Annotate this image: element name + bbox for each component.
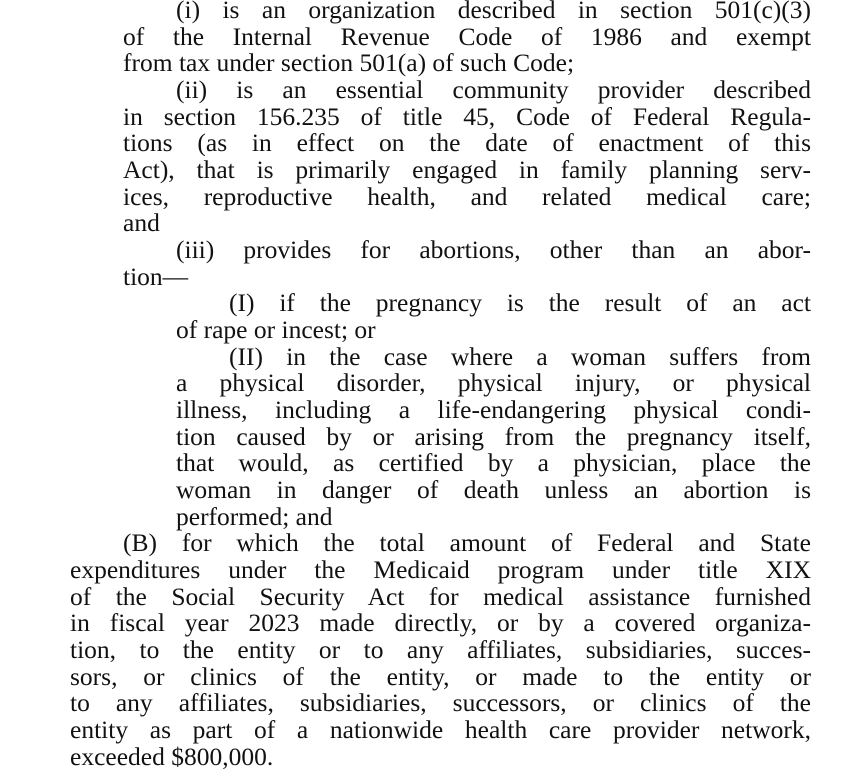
text-line: of rape or incest; or	[176, 315, 376, 344]
text-line: and	[123, 208, 160, 237]
text-line-subclause-I-start: (I) if the pregnancy is the result of an act	[229, 288, 811, 317]
text-line: to any affiliates, subsidiaries, successors, or clinics of the	[70, 688, 811, 717]
text-line: tion, to the entity or to any affiliates, subsidiaries, succes-	[70, 635, 811, 664]
text-line: illness, including a life-endangering physical condi-	[176, 395, 811, 424]
text-line: in section 156.235 of title 45, Code of Federal Regula-	[123, 102, 811, 131]
text-line-clause-iii-start: (iii) provides for abortions, other than an abor-	[176, 235, 811, 264]
text-line-subclause-II-start: (II) in the case where a woman suffers from	[229, 342, 811, 371]
text-line: tions (as in effect on the date of enactment of this	[123, 128, 811, 157]
text-line: entity as part of a nationwide health care provider network,	[70, 715, 811, 744]
text-line: sors, or clinics of the entity, or made to the entity or	[70, 662, 811, 691]
text-line: that would, as certified by a physician, place the	[176, 448, 811, 477]
text-line-subparagraph-B-start: (B) for which the total amount of Federal and State	[123, 528, 811, 557]
text-line-clause-ii-start: (ii) is an essential community provider described	[176, 75, 811, 104]
text-line: from tax under section 501(a) of such Code;	[123, 48, 575, 77]
text-line: a physical disorder, physical injury, or physical	[176, 368, 811, 397]
text-line: exceeded $800,000.	[70, 742, 274, 771]
text-line: Act), that is primarily engaged in family planning serv-	[123, 155, 811, 184]
text-line: tion caused by or arising from the pregnancy itself,	[176, 422, 811, 451]
text-line: tion—	[123, 262, 189, 291]
text-line: of the Internal Revenue Code of 1986 and exempt	[123, 22, 811, 51]
text-line-clause-i-start: (i) is an organization described in section 501(c)(3)	[176, 0, 811, 24]
text-line: ices, reproductive health, and related medical care;	[123, 182, 811, 211]
text-line: performed; and	[176, 502, 333, 531]
text-line: of the Social Security Act for medical assistance furnished	[70, 582, 811, 611]
text-line: expenditures under the Medicaid program under title XIX	[70, 555, 811, 584]
text-line: in fiscal year 2023 made directly, or by a covered organiza-	[70, 608, 811, 637]
text-line: woman in danger of death unless an abortion is	[176, 475, 811, 504]
